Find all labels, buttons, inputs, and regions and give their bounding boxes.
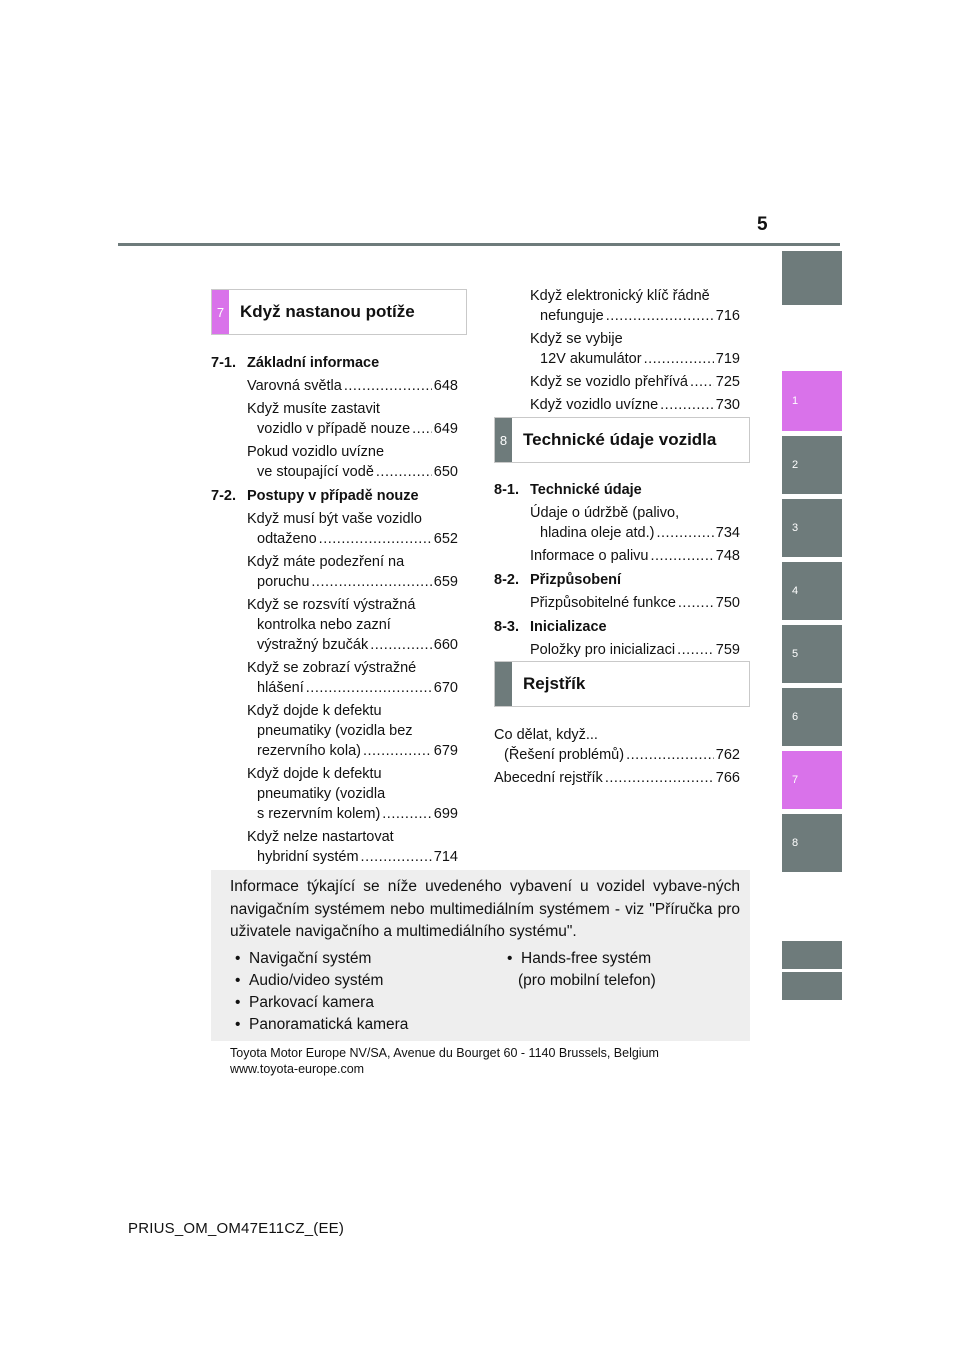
entry-page: 714: [433, 849, 458, 865]
toc-right-mid: [494, 476, 740, 660]
bullet-text: (pro mobilní telefon): [518, 972, 656, 989]
subsection-number: 8-3.: [494, 619, 519, 635]
entry-text: Když elektronický klíč řádně: [530, 288, 710, 304]
toc-entry[interactable]: [211, 509, 458, 549]
toc-entry[interactable]: [494, 329, 740, 369]
entry-text: Když vozidlo uvízne: [530, 397, 659, 413]
entry-page: 699: [433, 806, 458, 822]
section-title: Technické údaje vozidla: [523, 430, 717, 449]
toc-entry[interactable]: [211, 442, 458, 482]
subsection-title: Základní informace: [247, 355, 380, 371]
bullet-text: Parkovací kamera: [249, 994, 374, 1011]
bullet-text: Navigační systém: [249, 950, 372, 967]
toc-right-bottom: [494, 722, 740, 788]
bullet-list-left: [235, 948, 408, 1036]
toc-subsection-7-1[interactable]: [211, 353, 458, 373]
toc-entry[interactable]: [211, 376, 458, 396]
toc-entry[interactable]: [211, 399, 458, 439]
entry-page: 659: [433, 574, 458, 590]
side-tab-label: 7: [792, 774, 799, 786]
footer-address: [230, 1045, 659, 1077]
toc-entry[interactable]: [494, 593, 740, 613]
section-header-7[interactable]: [211, 289, 467, 335]
entry-text: Když dojde k defektu: [247, 703, 382, 719]
side-tab-4[interactable]: [782, 562, 842, 620]
side-tab-3[interactable]: [782, 499, 842, 557]
section-header-index[interactable]: [494, 661, 750, 707]
toc-entry[interactable]: [494, 546, 740, 566]
entry-page: 719: [715, 351, 740, 367]
toc-entry[interactable]: [494, 503, 740, 543]
entry-text: nefunguje: [540, 308, 604, 324]
page-number: 5: [757, 214, 768, 235]
toc-entry[interactable]: [211, 658, 458, 698]
bullet-item: • Navigační systém: [235, 950, 372, 967]
entry-text: odtaženo: [257, 531, 317, 547]
toc-entry[interactable]: [211, 552, 458, 592]
bullet-item: [507, 970, 656, 992]
side-tab-blank-bottom-2[interactable]: [782, 972, 842, 1000]
entry-page: 759: [715, 642, 740, 658]
entry-text: Přizpůsobitelné funkce: [530, 595, 676, 611]
entry-text: hladina oleje atd.): [540, 525, 655, 541]
side-tab-7[interactable]: [782, 751, 842, 809]
header-rule: [118, 243, 840, 246]
toc-subsection-8-1[interactable]: [494, 480, 740, 500]
entry-text: ve stoupající vodě: [257, 464, 374, 480]
section-header-8[interactable]: [494, 417, 750, 463]
address-text: Toyota Motor Europe NV/SA, Avenue du Bourget 60 - 1140 Brussels, Belgium: [230, 1046, 659, 1060]
entry-text: Když dojde k defektu: [247, 766, 382, 782]
side-tab-label: 1: [792, 395, 799, 407]
entry-text: výstražný bzučák: [257, 637, 369, 653]
side-tab-label: 2: [792, 459, 799, 471]
bullet-text: Audio/video systém: [249, 972, 384, 989]
toc-entry[interactable]: [211, 764, 458, 824]
toc-subsection-7-2[interactable]: [211, 486, 458, 506]
entry-text: Když nelze nastartovat: [247, 829, 394, 845]
entry-page: 650: [433, 464, 458, 480]
side-tab-8[interactable]: [782, 814, 842, 872]
bullet-text: Hands-free systém: [521, 950, 652, 967]
side-tab-1[interactable]: [782, 371, 842, 431]
entry-text: pneumatiky (vozidla bez: [257, 723, 413, 739]
toc-subsection-8-2[interactable]: [494, 570, 740, 590]
entry-text: Abecední rejstřík: [494, 770, 603, 786]
bullet-item: • Audio/video systém: [235, 972, 384, 989]
entry-text: Když se rozsvítí výstražná: [247, 597, 416, 613]
entry-page: 748: [715, 548, 740, 564]
toc-entry[interactable]: [494, 640, 740, 660]
toc-entry[interactable]: [494, 286, 740, 326]
subsection-title: Technické údaje: [530, 482, 642, 498]
entry-text: 12V akumulátor: [540, 351, 642, 367]
entry-page: 730: [715, 397, 740, 413]
entry-page: 725: [715, 374, 740, 390]
side-tab-blank-bottom-1[interactable]: [782, 941, 842, 969]
entry-text: hlášení: [257, 680, 304, 696]
entry-text: Co dělat, když...: [494, 727, 598, 743]
toc-entry[interactable]: [494, 725, 740, 765]
entry-text: Když musí být vaše vozidlo: [247, 511, 422, 527]
document-code: PRIUS_OM_OM47E11CZ_(EE): [128, 1220, 345, 1237]
entry-text: s rezervním kolem): [257, 806, 381, 822]
section-marker: [495, 662, 512, 706]
entry-page: 734: [715, 525, 740, 541]
subsection-title: Postupy v případě nouze: [247, 488, 419, 504]
toc-right-top: [494, 283, 740, 415]
side-tab-blank-top[interactable]: [782, 251, 842, 305]
subsection-number: 8-2.: [494, 572, 519, 588]
entry-text: Informace o palivu: [530, 548, 649, 564]
entry-text: Když se zobrazí výstražné: [247, 660, 417, 676]
toc-entry[interactable]: [494, 768, 740, 788]
entry-text: poruchu: [257, 574, 310, 590]
subsection-number: 7-1.: [211, 355, 236, 371]
bullet-list-right: [507, 948, 656, 992]
subsection-number: 7-2.: [211, 488, 236, 504]
entry-page: 652: [433, 531, 458, 547]
bullet-text: Panoramatická kamera: [249, 1016, 409, 1033]
bullet-item: • Parkovací kamera: [235, 994, 374, 1011]
side-tab-5[interactable]: [782, 625, 842, 683]
side-tab-label: 4: [792, 585, 799, 597]
section-number: 8: [495, 418, 512, 462]
toc-entry[interactable]: [211, 701, 458, 761]
entry-text: Varovná světla: [247, 378, 342, 394]
info-text: Informace týkající se níže uvedeného vybavení u vozidel vybave-ných navigačním systémem nebo multimediálním systémem - viz "Příručka pro uživatele navigačního a multimediálního systému".: [230, 878, 740, 940]
entry-page: 716: [715, 308, 740, 324]
entry-text: Když se vozidlo přehřívá: [530, 374, 688, 390]
subsection-number: 8-1.: [494, 482, 519, 498]
toc-left: [211, 349, 458, 867]
toc-entry[interactable]: [211, 595, 458, 655]
entry-text: pneumatiky (vozidla: [257, 786, 386, 802]
entry-page: 766: [715, 770, 740, 786]
entry-page: 670: [433, 680, 458, 696]
side-tab-label: 6: [792, 711, 799, 723]
subsection-title: Inicializace: [530, 619, 607, 635]
side-tab-label: 8: [792, 837, 799, 849]
entry-page: 660: [433, 637, 458, 653]
entry-text: hybridní systém: [257, 849, 359, 865]
section-title: Rejstřík: [523, 674, 586, 693]
side-tab-label: 5: [792, 648, 799, 660]
section-number: 7: [212, 290, 229, 334]
toc-entry[interactable]: [211, 827, 458, 867]
info-box: [211, 870, 750, 1041]
entry-text: vozidlo v případě nouze: [257, 421, 411, 437]
entry-page: 679: [433, 743, 458, 759]
entry-page: 762: [715, 747, 740, 763]
entry-page: 750: [715, 595, 740, 611]
entry-text: Údaje o údržbě (palivo,: [530, 505, 680, 521]
toc-entry[interactable]: [494, 372, 740, 392]
entry-text: kontrolka nebo zazní: [257, 617, 391, 633]
entry-text: Když se vybije: [530, 331, 623, 347]
entry-text: Položky pro inicializaci: [530, 642, 676, 658]
entry-page: 649: [433, 421, 458, 437]
entry-page: 648: [433, 378, 458, 394]
website-link[interactable]: www.toyota-europe.com: [230, 1062, 365, 1076]
subsection-title: Přizpůsobení: [530, 572, 622, 588]
side-tab-6[interactable]: [782, 688, 842, 746]
entry-text: (Řešení problémů): [504, 747, 625, 763]
entry-text: rezervního kola): [257, 743, 361, 759]
entry-text: Když musíte zastavit: [247, 401, 380, 417]
bullet-item: • Panoramatická kamera: [235, 1016, 409, 1033]
side-tab-label: 3: [792, 522, 799, 534]
entry-text: Pokud vozidlo uvízne: [247, 444, 385, 460]
side-tab-2[interactable]: [782, 436, 842, 494]
toc-subsection-8-3[interactable]: [494, 617, 740, 637]
entry-text: Když máte podezření na: [247, 554, 405, 570]
toc-entry[interactable]: [494, 395, 740, 415]
bullet-item: • Hands-free systém: [507, 950, 652, 967]
section-title: Když nastanou potíže: [240, 302, 415, 321]
